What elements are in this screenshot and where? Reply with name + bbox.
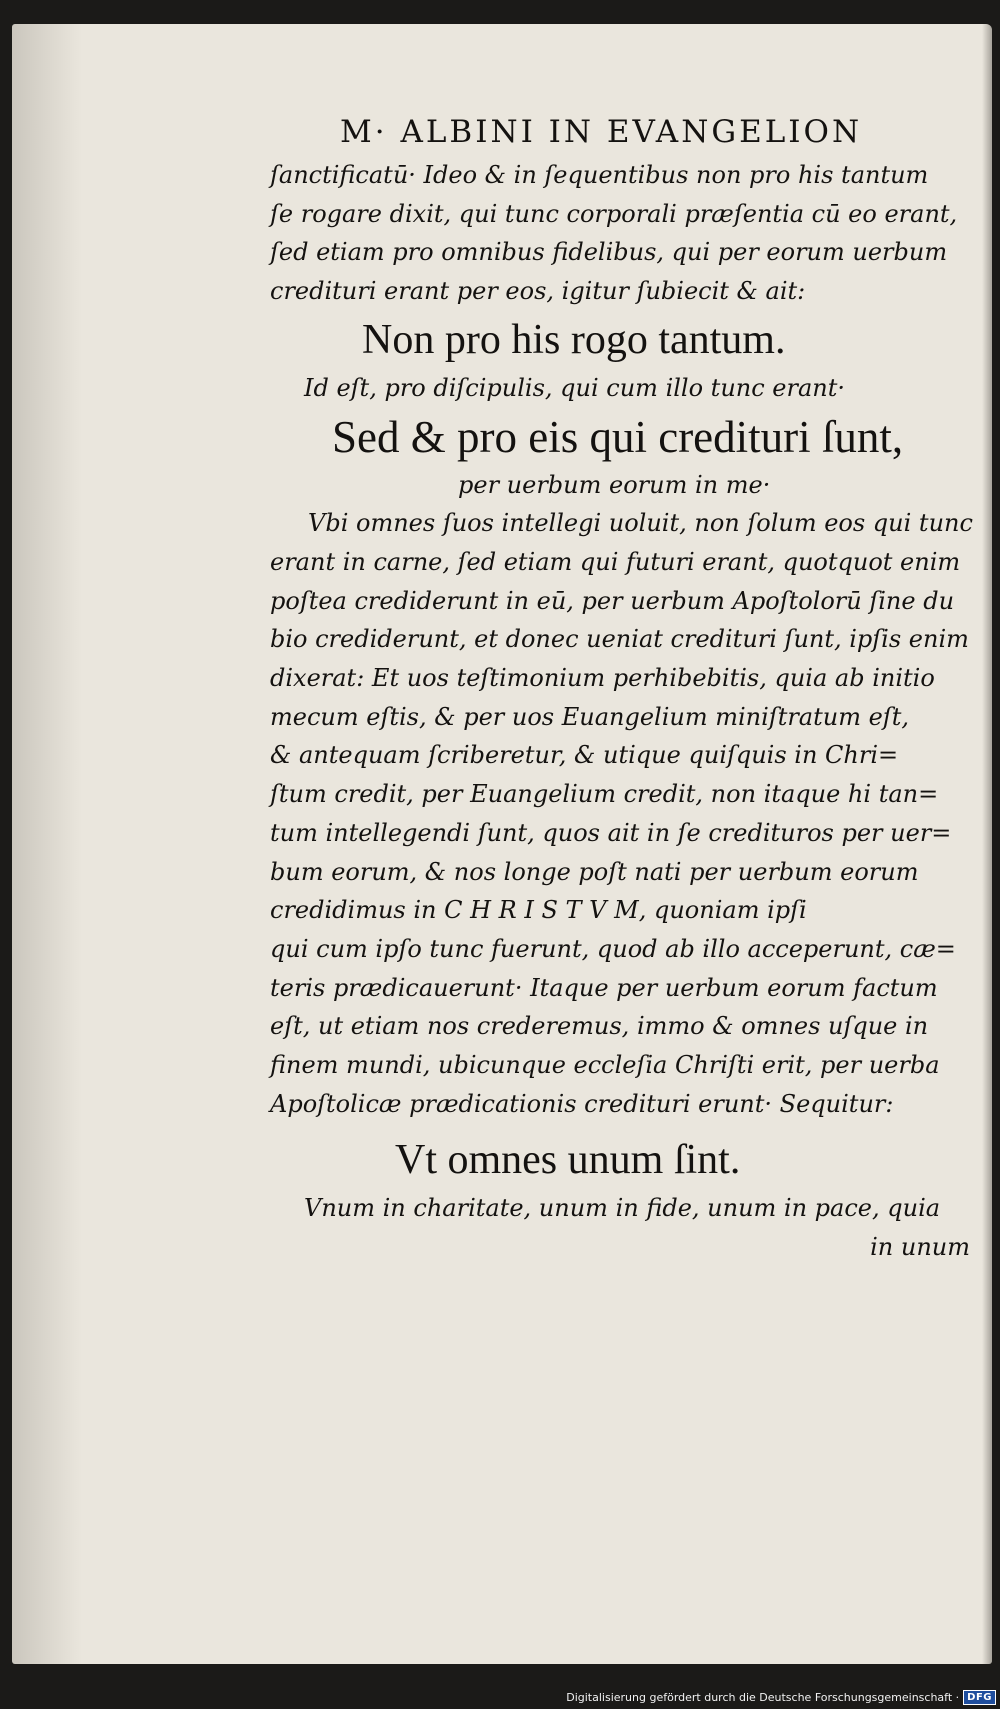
scanned-page xyxy=(12,24,992,1664)
text-line: mecum eſtis, & per uos Euangelium miniſtratum eſt, xyxy=(270,702,909,731)
text-line: ſed etiam pro omnibus fidelibus, qui per eorum uerbum xyxy=(270,238,948,267)
dfg-logo-icon: DFG xyxy=(963,1690,996,1705)
text-line: teris prædicauerunt· Itaque per uerbum eorum factum xyxy=(270,973,938,1002)
text-line: dixerat: Et uos teſtimonium perhibebitis, quia ab initio xyxy=(270,664,935,693)
lemma-heading: Non pro his rogo tantum. xyxy=(362,316,786,363)
text-line: eſt, ut etiam nos crederemus, immo & omnes uſque in xyxy=(270,1012,929,1041)
page-edge-shadow xyxy=(982,24,992,1664)
lemma-heading: Vt omnes unum ſint. xyxy=(395,1137,741,1184)
text-line: poſtea crediderunt in eū, per uerbum Apoſtolorū ſine du xyxy=(270,586,955,615)
text-line: Vbi omnes ſuos intellegi uoluit, non ſolum eos qui tunc xyxy=(308,509,973,538)
text-line: tum intellegendi ſunt, quos ait in ſe credituros per uer= xyxy=(270,818,952,847)
credit-text: Digitalisierung gefördert durch die Deutsche Forschungsgemeinschaft · xyxy=(566,1691,960,1704)
lemma-heading: Sed & pro eis qui credituri ſunt, xyxy=(332,411,904,462)
text-line: credidimus in C H R I S T V M, quoniam ipſi xyxy=(270,896,807,925)
text-line: & antequam ſcriberetur, & utique quiſquis in Chri= xyxy=(270,741,899,770)
text-line: credituri erant per eos, igitur ſubiecit & ait: xyxy=(270,277,806,306)
text-line: ſtum credit, per Euangelium credit, non itaque hi tan= xyxy=(270,780,939,809)
text-line: bio crediderunt, et donec ueniat credituri ſunt, ipſis enim xyxy=(270,625,969,654)
digitization-credit xyxy=(566,1690,996,1705)
text-line: Apoſtolicæ prædicationis credituri erunt· Sequitur: xyxy=(270,1089,894,1118)
text-line: erant in carne, ſed etiam qui futuri erant, quotquot enim xyxy=(270,547,961,576)
text-line: qui cum ipſo tunc fuerunt, quod ab illo acceperunt, cæ= xyxy=(270,934,956,963)
text-line: ſe rogare dixit, qui tunc corporali præſentia cū eo erant, xyxy=(270,199,958,228)
text-line: finem mundi, ubicunque eccleſia Chriſti erit, per uerba xyxy=(270,1051,940,1080)
text-line: bum eorum, & nos longe poſt nati per uerbum eorum xyxy=(270,857,919,886)
gloss-line: Id eſt, pro diſcipulis, qui cum illo tunc erant· xyxy=(304,373,846,402)
text-line: ſanctificatū· Ideo & in ſequentibus non pro his tantum xyxy=(270,161,929,189)
catchword: in unum xyxy=(870,1233,970,1262)
text-line: Vnum in charitate, unum in fide, unum in pace, quia xyxy=(304,1194,941,1223)
text-block xyxy=(270,114,973,1267)
running-head: M· ALBINI IN EVANGELION xyxy=(340,114,863,150)
lemma-continuation: per uerbum eorum in me· xyxy=(458,470,771,499)
gutter-shadow xyxy=(12,24,82,1664)
